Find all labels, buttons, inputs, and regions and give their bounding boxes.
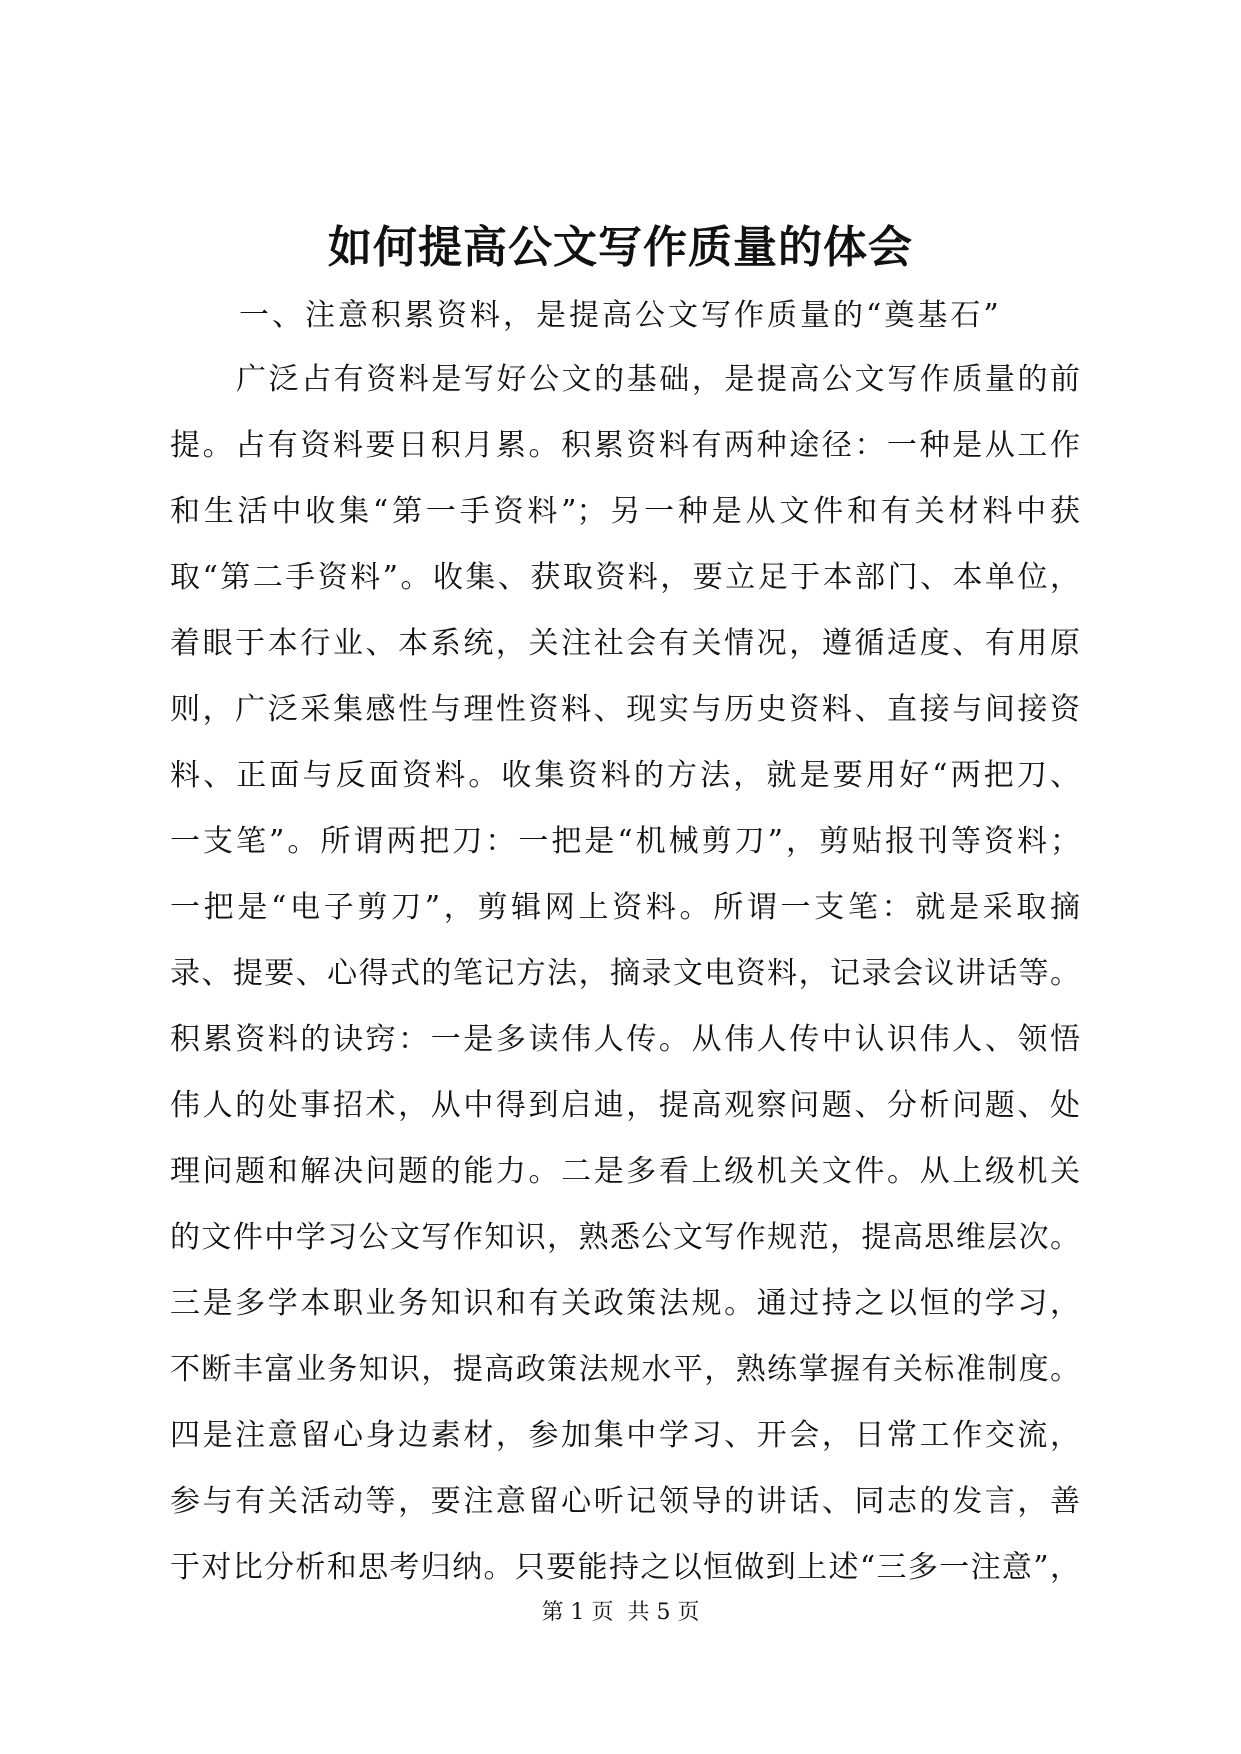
section-heading: 一、注意积累资料，是提高公文写作质量的“奠基石” (239, 298, 1002, 333)
paragraph-line: 录、提要、心得式的笔记方法，摘录文电资料，记录会议讲话等。 (170, 956, 1080, 991)
paragraph-line: 于对比分析和思考归纳。只要能持之以恒做到上述“三多一注意”， (170, 1550, 1080, 1585)
paragraph-line: 的文件中学习公文写作知识，熟悉公文写作规范，提高思维层次。 (170, 1220, 1080, 1255)
paragraph-line: 和生活中收集“第一手资料”；另一种是从文件和有关材料中获 (170, 494, 1080, 529)
paragraph-line: 伟人的处事招术，从中得到启迪，提高观察问题、分析问题、处 (170, 1088, 1080, 1123)
paragraph-line: 一支笔”。所谓两把刀：一把是“机械剪刀”，剪贴报刊等资料； (170, 824, 1080, 859)
paragraph-line: 广泛占有资料是写好公文的基础，是提高公文写作质量的前 (236, 362, 1080, 397)
paragraph-line: 料、正面与反面资料。收集资料的方法，就是要用好“两把刀、 (170, 758, 1080, 793)
paragraph-line: 则，广泛采集感性与理性资料、现实与历史资料、直接与间接资 (170, 692, 1080, 727)
paragraph-line: 不断丰富业务知识，提高政策法规水平，熟练掌握有关标准制度。 (170, 1352, 1080, 1387)
paragraph-body (170, 356, 1080, 1610)
paragraph-line: 三是多学本职业务知识和有关政策法规。通过持之以恒的学习， (170, 1286, 1080, 1321)
paragraph-line: 积累资料的诀窍：一是多读伟人传。从伟人传中认识伟人、领悟 (170, 1022, 1080, 1057)
page-number-footer: 第 1 页 共 5 页 (541, 1600, 700, 1625)
paragraph-line: 参与有关活动等，要注意留心听记领导的讲话、同志的发言，善 (170, 1484, 1080, 1519)
paragraph-line: 理问题和解决问题的能力。二是多看上级机关文件。从上级机关 (170, 1154, 1080, 1189)
paragraph-line: 一把是“电子剪刀”，剪辑网上资料。所谓一支笔：就是采取摘 (170, 890, 1080, 925)
paragraph-line: 取“第二手资料”。收集、获取资料，要立足于本部门、本单位， (170, 560, 1080, 595)
document-title: 如何提高公文写作质量的体会 (328, 222, 913, 273)
paragraph-line: 提。占有资料要日积月累。积累资料有两种途径：一种是从工作 (170, 428, 1080, 463)
paragraph-line: 着眼于本行业、本系统，关注社会有关情况，遵循适度、有用原 (170, 626, 1080, 661)
paragraph-line: 四是注意留心身边素材，参加集中学习、开会，日常工作交流， (170, 1418, 1080, 1453)
